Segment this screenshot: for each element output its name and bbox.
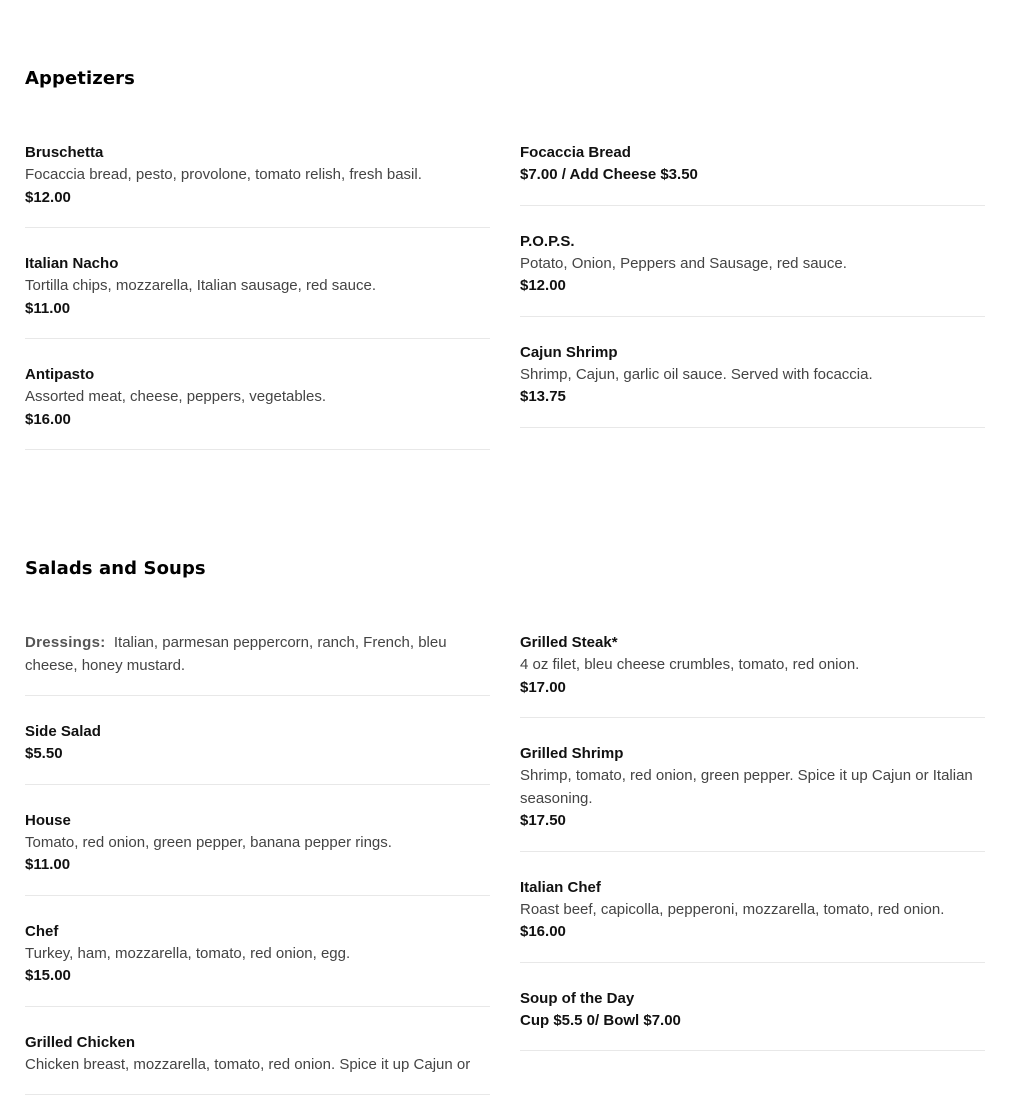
item-price: $11.00 [25,299,71,317]
item-price: $17.00 [520,678,566,696]
item-name: P.O.P.S. [520,232,575,250]
menu-item-grilled-steak [520,632,985,718]
menu-item-focaccia-bread [520,142,985,206]
dressings-list: Italian, parmesan peppercorn, ranch, French, bleu cheese, honey mustard. [25,634,447,674]
item-name: Side Salad [25,723,101,740]
item-price: $15.00 [25,967,71,984]
item-price: $7.00 / Add Cheese $3.50 [520,166,698,183]
item-name: Italian Nacho [25,255,119,272]
menu-item-cajun-shrimp [520,342,985,428]
dressings-text [25,632,490,677]
menu-item-soup-of-the-day [520,988,985,1052]
menu-item-house [25,810,490,896]
salads-right-column [520,632,985,1076]
item-name: Grilled Shrimp [520,745,624,762]
menu-item-grilled-chicken [25,1032,490,1096]
item-description: Turkey, ham, mozzarella, tomato, red onion, egg. [25,944,351,962]
item-description: Focaccia bread, pesto, provolone, tomato relish, fresh basil. [25,166,422,183]
item-price: $16.00 [520,923,566,940]
menu-item-side-salad [25,721,490,785]
item-price: $5.50 [25,745,63,762]
item-name: Antipasto [25,366,95,383]
item-price: $12.00 [520,277,566,294]
item-description: Potato, Onion, Peppers and Sausage, red sauce. [520,254,847,272]
item-name: Grilled Steak* [520,634,618,651]
item-description: Shrimp, Cajun, garlic oil sauce. Served with focaccia. [520,365,873,383]
menu-item-grilled-shrimp [520,743,985,852]
item-description: Roast beef, capicolla, pepperoni, mozzarella, tomato, red onion. [520,900,945,918]
item-name: Italian Chef [520,878,601,896]
item-description: Assorted meat, cheese, peppers, vegetables. [25,388,327,405]
menu-item-italian-nacho [25,253,490,339]
item-price: $17.50 [520,812,566,829]
item-description: Shrimp, tomato, red onion, green pepper. Spice it up Cajun or Italian seasoning. [520,767,973,807]
menu-item-chef [25,921,490,1007]
item-description: 4 oz filet, bleu cheese crumbles, tomato, red onion. [520,656,860,673]
salads-left-column [25,632,490,1120]
appetizers-left-column [25,142,490,475]
menu-item-pops [520,231,985,317]
salads-heading: Salads and Soups [25,558,206,579]
appetizers-heading: Appetizers [25,68,135,89]
item-name: Grilled Chicken [25,1033,136,1051]
item-name: Bruschetta [25,144,104,161]
item-price: $13.75 [520,388,566,405]
menu-item-antipasto [25,364,490,450]
item-name: House [25,811,71,829]
item-description: Tortilla chips, mozzarella, Italian sausage, red sauce. [25,277,377,294]
appetizers-right-column [520,142,985,453]
menu-item-bruschetta [25,142,490,228]
item-name: Cajun Shrimp [520,343,618,361]
menu-item-italian-chef [520,877,985,963]
item-price: $11.00 [25,856,71,873]
item-price: $16.00 [25,410,71,428]
item-name: Focaccia Bread [520,144,631,161]
item-price: $12.00 [25,188,71,206]
item-name: Chef [25,922,59,940]
item-description: Chicken breast, mozzarella, tomato, red onion. Spice it up Cajun or [25,1055,471,1073]
dressings-label: Dressings: [25,634,106,651]
dressings-note [25,632,490,696]
item-description: Tomato, red onion, green pepper, banana pepper rings. [25,833,392,851]
item-name: Soup of the Day [520,989,635,1007]
item-price: Cup $5.5 0/ Bowl $7.00 [520,1011,681,1029]
